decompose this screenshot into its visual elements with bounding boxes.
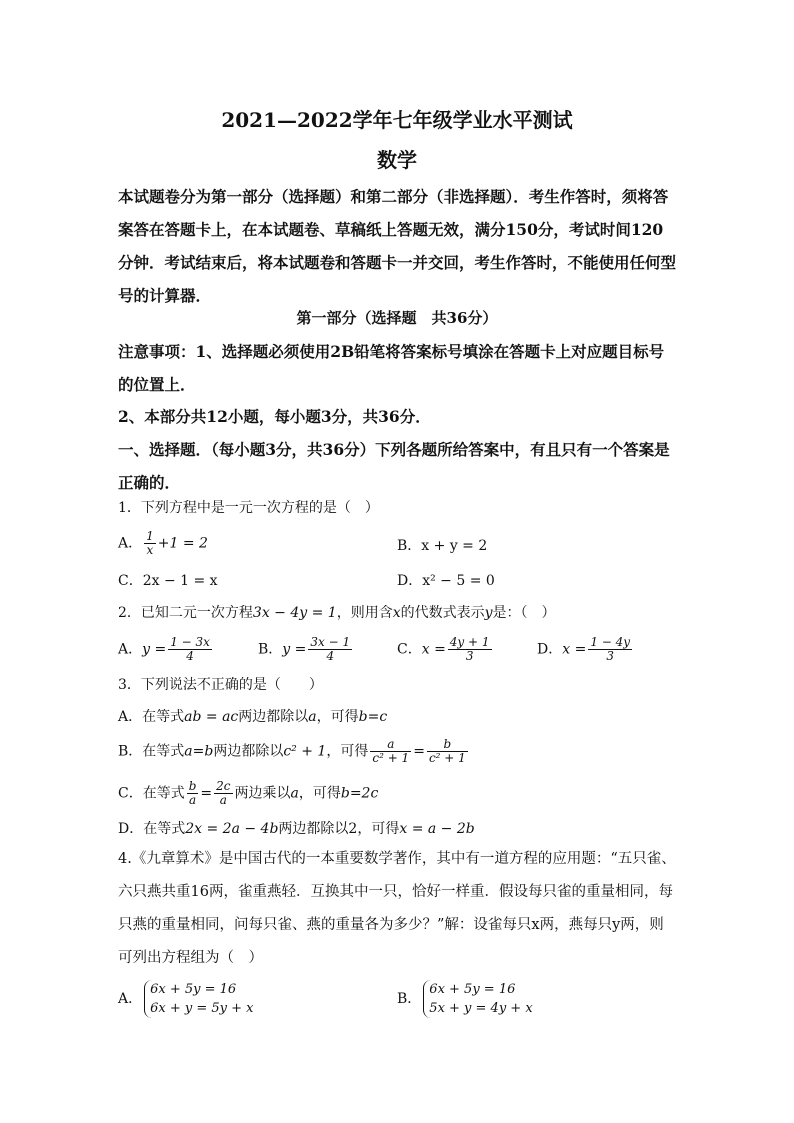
equation: x = a − 2b (399, 821, 475, 837)
equation-system (144, 980, 253, 1018)
question-1-stem: 1．下列方程中是一元一次方程的是（ ） (118, 500, 379, 516)
option-text: ，可得 (326, 743, 369, 760)
system-line: 5x + y = 4y + x (429, 1001, 533, 1016)
fraction (448, 636, 492, 663)
denominator: 4 (326, 649, 335, 663)
option-label: A． (118, 641, 143, 658)
option-text: D．在等式 (118, 821, 186, 837)
stem-text: ，则用含 (336, 605, 393, 621)
section-title: 第一部分（选择题 共36分） (296, 309, 498, 327)
numerator: 2c (216, 779, 231, 793)
option-text: 两边乘以 (234, 785, 291, 802)
system-line: 6x + 5y = 16 (150, 982, 237, 997)
equation-system (423, 980, 532, 1018)
denominator: a (188, 793, 197, 807)
numerator: b (427, 738, 468, 752)
variable: y (484, 605, 493, 621)
fraction (187, 780, 199, 807)
numerator: 1 − 4y (590, 635, 631, 649)
option-text: 两边都除以 (213, 743, 284, 760)
question-3-option-d (118, 818, 475, 838)
fraction (214, 780, 232, 807)
option-label: B． (258, 641, 283, 658)
fraction (588, 636, 632, 663)
expression: +1 = 2 (157, 535, 208, 552)
question-3-option-b (118, 738, 470, 765)
fraction (168, 636, 212, 663)
variable: x (392, 605, 401, 621)
variable: a (290, 785, 299, 802)
expression: y = (282, 641, 307, 658)
option-label: B． (397, 991, 422, 1007)
exam-title: 2021—2022学年七年级学业水平测试 (221, 108, 573, 132)
question-1-option-a (118, 530, 208, 557)
equation: 2x = 2a − 4b (185, 821, 279, 837)
fraction (370, 738, 411, 765)
question-1-option-b: B．x + y = 2 (397, 538, 488, 554)
numerator: 3x − 1 (310, 635, 351, 649)
option-text: B．在等式 (118, 743, 185, 760)
note-1: 注意事项：1、选择题必须使用2B铅笔将答案标号填涂在答题卡上对应题目标号的位置上． (118, 342, 665, 394)
equation: b=c (358, 709, 388, 725)
variable: a (308, 709, 317, 725)
denominator: 4 (186, 649, 194, 663)
equals-sign: = (200, 785, 213, 802)
option-label: A． (118, 991, 143, 1007)
question-2-stem (118, 602, 556, 624)
numerator: 1 − 3x (170, 635, 210, 649)
expression: c² + 1 (283, 743, 327, 760)
question-1-option-d: D．x² − 5 = 0 (397, 573, 495, 589)
option-text: ，可得 (298, 785, 341, 802)
fraction (308, 636, 352, 663)
intro-paragraph: 本试题卷分为第一部分（选择题）和第二部分（非选择题）．考生作答时，须将答案答在答题卡上，在本试题卷、草稿纸上答题无效，满分150分，考试时间120分钟．考试结束后，将本试题卷和答题卡一并交回，考生作答时，不能使用任何型号的计算器． (118, 187, 677, 305)
stem-text: 的代数式表示 (400, 605, 485, 621)
equation: 3x − 4y = 1 (252, 605, 337, 621)
stem-text: 2．已知二元一次方程 (118, 605, 253, 621)
option-label: D． (537, 641, 563, 658)
denominator: x (146, 543, 154, 557)
question-1-option-c: C．2x − 1 = x (118, 573, 218, 589)
option-text: 两边都除以 (238, 709, 309, 725)
expression: x = (562, 641, 587, 658)
question-4-stem: 4.《九章算术》是中国古代的一本重要数学著作，其中有一道方程的应用题：“五只雀、六只燕共重16两，雀重燕轻．互换其中一只，恰好一样重．假设每只雀的重量相同，每只燕的重量相同，问每只雀、燕的重量各为多少？”解：设雀每只x两，燕每只y两，则可列出方程组为（ ） (118, 851, 676, 966)
option-text: A．在等式 (118, 709, 185, 725)
stem-text: 是：（ ） (492, 605, 556, 621)
equals-sign: = (413, 743, 425, 760)
question-4-option-b (397, 980, 533, 1018)
question-3-stem: 3．下列说法不正确的是（ ） (118, 677, 323, 693)
option-text: 两边都除以2，可得 (278, 821, 400, 837)
part-heading: 一、选择题．（每小题3分，共36分）下列各题所给答案中，有且只有一个答案是正确的． (118, 440, 670, 492)
question-2-option-c (397, 636, 494, 663)
equation: ab = ac (184, 709, 239, 725)
denominator: c² + 1 (428, 751, 466, 765)
denominator: 3 (465, 649, 474, 663)
option-text: C．在等式 (118, 785, 185, 802)
system-line: 6x + 5y = 16 (429, 982, 516, 997)
subject-title: 数学 (377, 148, 417, 172)
question-4-option-a (118, 980, 254, 1018)
question-2-option-d (537, 636, 634, 663)
equation: a=b (184, 743, 214, 760)
question-2-option-a (118, 636, 214, 663)
numerator: 1 (146, 529, 154, 543)
option-label: C． (397, 641, 422, 658)
expression: x = (421, 641, 446, 658)
expression: y = (142, 641, 167, 658)
denominator: c² + 1 (372, 751, 410, 765)
numerator: a (370, 738, 411, 752)
option-text: ，可得 (316, 709, 359, 725)
fraction (427, 738, 468, 765)
numerator: b (188, 779, 197, 793)
question-3-option-a (118, 706, 387, 726)
system-line: 6x + y = 5y + x (150, 1001, 254, 1016)
fraction (144, 530, 156, 557)
equation: b=2c (340, 785, 379, 802)
option-label: A． (118, 535, 143, 552)
denominator: 3 (606, 649, 614, 663)
numerator: 4y + 1 (449, 635, 490, 649)
note-2: 2、本部分共12小题，每小题3分，共36分． (118, 407, 431, 426)
denominator: a (219, 793, 227, 807)
question-3-option-c (118, 780, 378, 807)
question-2-option-b (258, 636, 354, 663)
